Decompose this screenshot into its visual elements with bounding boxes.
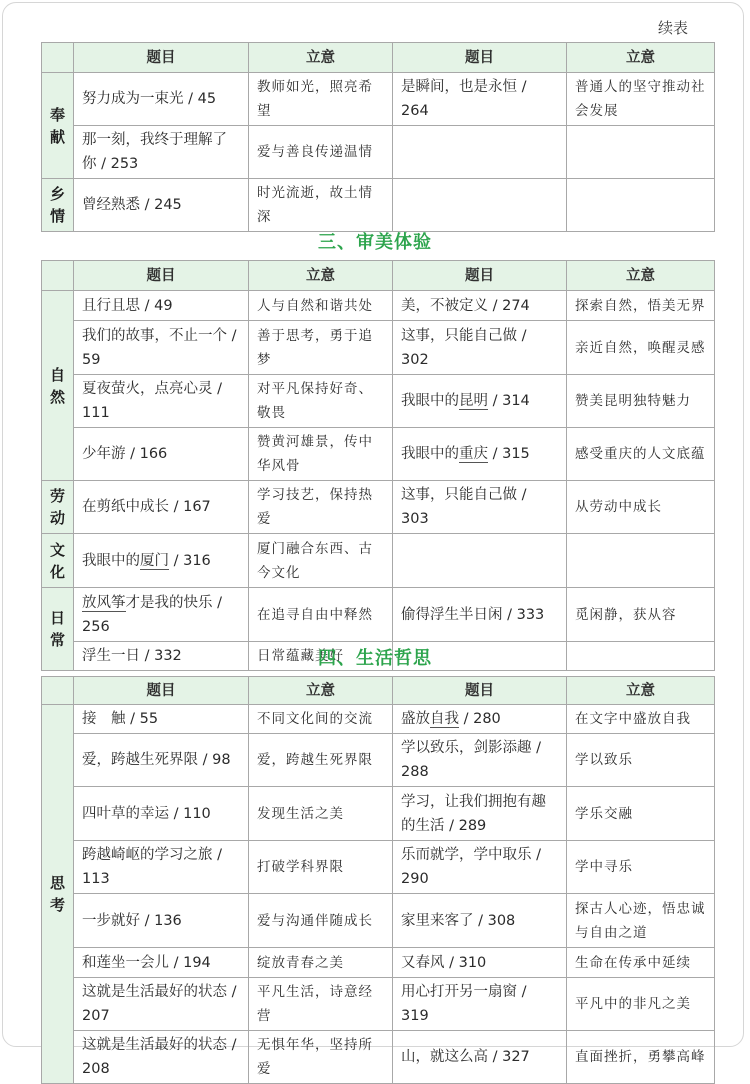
- theme-cell: 爱与善良传递温情: [249, 126, 393, 179]
- topic-cell: 我眼中的昆明 / 314: [393, 375, 567, 428]
- topic-cell: 爱，跨越生死界限 / 98: [74, 734, 249, 787]
- table-row: [42, 841, 715, 894]
- table-row: [42, 534, 715, 588]
- continued-label: 续表: [657, 19, 688, 37]
- topic-cell: 偷得浮生半日闲 / 333: [393, 588, 567, 642]
- theme-cell: 从劳动中成长: [567, 481, 715, 534]
- table-row: [42, 894, 715, 948]
- topic-cell: 一步就好 / 136: [74, 894, 249, 948]
- theme-cell: 觅闲静，获从容: [567, 588, 715, 642]
- topic-cell: 家里来客了 / 308: [393, 894, 567, 948]
- header-theme: 立意: [249, 677, 393, 705]
- topic-cell: 这就是生活最好的状态 / 208: [74, 1031, 249, 1084]
- theme-cell: 平凡生活，诗意经营: [249, 978, 393, 1031]
- underlined-place-name: 厦门: [140, 552, 169, 569]
- topic-cell: 又春风 / 310: [393, 948, 567, 978]
- theme-cell: 生命在传承中延续: [567, 948, 715, 978]
- theme-cell: 亲近自然，唤醒灵感: [567, 321, 715, 375]
- table-row: [42, 787, 715, 841]
- topic-cell: 我眼中的厦门 / 316: [74, 534, 249, 588]
- theme-cell: 对平凡保持好奇、敬畏: [249, 375, 393, 428]
- topic-cell: 盛放自我 / 280: [393, 705, 567, 734]
- section-title-aesthetic: 三、审美体验: [318, 232, 432, 253]
- theme-cell: 感受重庆的人文底蕴: [567, 428, 715, 481]
- theme-cell: 学以致乐: [567, 734, 715, 787]
- topic-cell: 四叶草的幸运 / 110: [74, 787, 249, 841]
- table-row: [42, 428, 715, 481]
- topic-cell: 学以致乐，剑影添趣 / 288: [393, 734, 567, 787]
- header-theme: 立意: [249, 43, 393, 73]
- topic-cell: 我们的故事，不止一个 / 59: [74, 321, 249, 375]
- header-topic: 题目: [393, 43, 567, 73]
- theme-cell: 厦门融合东西、古今文化: [249, 534, 393, 588]
- topic-cell: 这事，只能自己做 / 303: [393, 481, 567, 534]
- header-topic: 题目: [393, 677, 567, 705]
- topic-cell: 学习，让我们拥抱有趣的生活 / 289: [393, 787, 567, 841]
- table-row: [42, 481, 715, 534]
- topic-cell: 在剪纸中成长 / 167: [74, 481, 249, 534]
- table-dedication-hometown: [41, 42, 715, 232]
- table-row: [42, 291, 715, 321]
- topic-cell: 和莲坐一会儿 / 194: [74, 948, 249, 978]
- category-dedication: 奉献: [42, 73, 74, 179]
- theme-cell: 打破学科界限: [249, 841, 393, 894]
- table-row: [42, 179, 715, 232]
- empty-cell: [393, 534, 567, 588]
- table-aesthetic-experience: [41, 260, 715, 671]
- table-row: [42, 73, 715, 126]
- category-labor: 劳动: [42, 481, 74, 534]
- topic-cell: 这事，只能自己做 / 302: [393, 321, 567, 375]
- theme-cell: 善于思考，勇于追梦: [249, 321, 393, 375]
- theme-cell: 赞美昆明独特魅力: [567, 375, 715, 428]
- topic-cell: 用心打开另一扇窗 / 319: [393, 978, 567, 1031]
- theme-cell: 直面挫折，勇攀高峰: [567, 1031, 715, 1084]
- topic-cell: 这就是生活最好的状态 / 207: [74, 978, 249, 1031]
- theme-cell: 时光流逝，故土情深: [249, 179, 393, 232]
- topic-cell: 跨越崎岖的学习之旅 / 113: [74, 841, 249, 894]
- underlined-place-name: 重庆: [459, 446, 488, 462]
- header-topic: 题目: [74, 261, 249, 291]
- topic-cell: 那一刻，我终于理解了你 / 253: [74, 126, 249, 179]
- empty-cell: [567, 179, 715, 232]
- header-topic: 题目: [74, 677, 249, 705]
- topic-cell: 接 触 / 55: [74, 705, 249, 734]
- table-row: [42, 321, 715, 375]
- underlined-phrase: 放风筝: [82, 594, 126, 611]
- theme-cell: 普通人的坚守推动社会发展: [567, 73, 715, 126]
- header-cell-blank: [42, 677, 74, 705]
- theme-cell: 探古人心迹，悟忠诚与自由之道: [567, 894, 715, 948]
- theme-cell: 教师如光，照亮希望: [249, 73, 393, 126]
- topic-cell: 美，不被定义 / 274: [393, 291, 567, 321]
- theme-cell: 日常蕴藏美好: [249, 642, 393, 671]
- header-cell-blank: [42, 261, 74, 291]
- topic-cell: 放风筝才是我的快乐 / 256: [74, 588, 249, 642]
- category-nature: 自然: [42, 291, 74, 481]
- theme-cell: 赞黄河雄景，传中华风骨: [249, 428, 393, 481]
- section-title-life-philosophy: 四、生活哲思: [318, 648, 432, 669]
- theme-cell: 爱与沟通伴随成长: [249, 894, 393, 948]
- empty-cell: [393, 126, 567, 179]
- theme-cell: 探索自然，悟美无界: [567, 291, 715, 321]
- table-row: [42, 705, 715, 734]
- category-hometown: 乡情: [42, 179, 74, 232]
- table-row: [42, 978, 715, 1031]
- empty-cell: [567, 126, 715, 179]
- topic-cell: 少年游 / 166: [74, 428, 249, 481]
- underlined-phrase: 自我: [430, 711, 459, 727]
- header-cell-blank: [42, 43, 74, 73]
- header-theme: 立意: [567, 43, 715, 73]
- theme-cell: 学习技艺，保持热爱: [249, 481, 393, 534]
- category-thinking: 思考: [42, 705, 74, 1084]
- empty-cell: [567, 534, 715, 588]
- theme-cell: 无惧年华，坚持所爱: [249, 1031, 393, 1084]
- header-row: [42, 261, 715, 291]
- topic-cell: 我眼中的重庆 / 315: [393, 428, 567, 481]
- header-theme: 立意: [567, 677, 715, 705]
- table-row: [42, 126, 715, 179]
- theme-cell: 不同文化间的交流: [249, 705, 393, 734]
- table-row: [42, 734, 715, 787]
- topic-cell: 夏夜萤火，点亮心灵 / 111: [74, 375, 249, 428]
- topic-cell: 努力成为一束光 / 45: [74, 73, 249, 126]
- topic-cell: 山，就这么高 / 327: [393, 1031, 567, 1084]
- table-life-philosophy: [41, 676, 715, 1084]
- theme-cell: 在追寻自由中释然: [249, 588, 393, 642]
- topic-cell: 乐而就学，学中取乐 / 290: [393, 841, 567, 894]
- theme-cell: 发现生活之美: [249, 787, 393, 841]
- empty-cell: [393, 179, 567, 232]
- table-row: [42, 588, 715, 642]
- theme-cell: 平凡中的非凡之美: [567, 978, 715, 1031]
- header-topic: 题目: [393, 261, 567, 291]
- header-row: [42, 43, 715, 73]
- header-row: [42, 677, 715, 705]
- theme-cell: 在文字中盛放自我: [567, 705, 715, 734]
- theme-cell: 学乐交融: [567, 787, 715, 841]
- header-theme: 立意: [249, 261, 393, 291]
- table-row: [42, 948, 715, 978]
- theme-cell: 爱，跨越生死界限: [249, 734, 393, 787]
- table-row: [42, 375, 715, 428]
- category-culture: 文化: [42, 534, 74, 588]
- topic-cell: 曾经熟悉 / 245: [74, 179, 249, 232]
- underlined-place-name: 昆明: [459, 393, 488, 409]
- topic-cell: 且行且思 / 49: [74, 291, 249, 321]
- topic-cell: 浮生一日 / 332: [74, 642, 249, 671]
- header-topic: 题目: [74, 43, 249, 73]
- theme-cell: 学中寻乐: [567, 841, 715, 894]
- table-row: [42, 1031, 715, 1084]
- topic-cell: 是瞬间，也是永恒 / 264: [393, 73, 567, 126]
- theme-cell: 人与自然和谐共处: [249, 291, 393, 321]
- category-daily-life: 日常: [42, 588, 74, 671]
- header-theme: 立意: [567, 261, 715, 291]
- theme-cell: 绽放青春之美: [249, 948, 393, 978]
